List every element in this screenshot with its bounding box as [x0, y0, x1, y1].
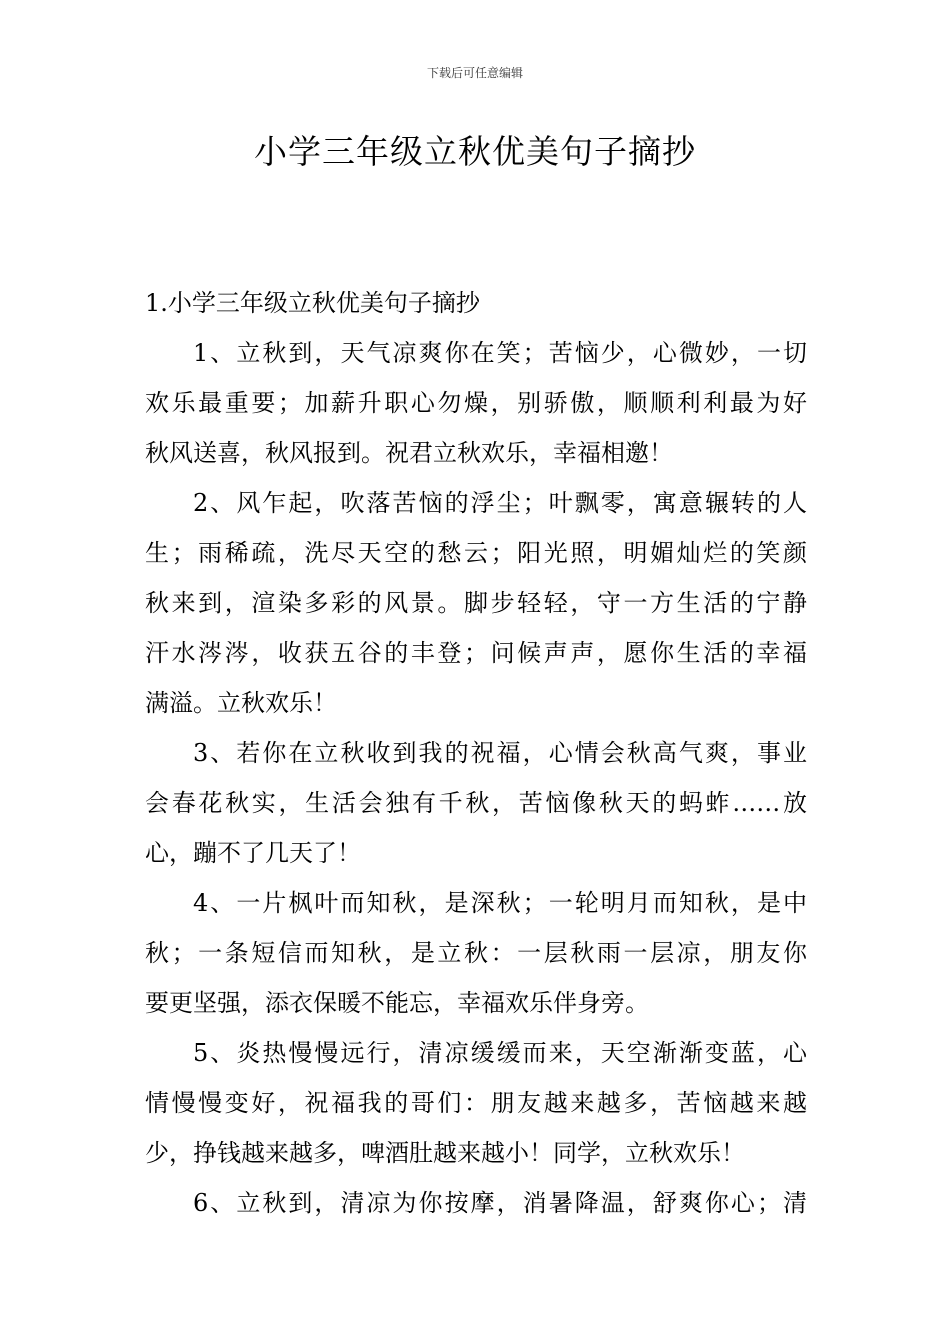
paragraph-line: 要更坚强，添衣保暖不能忘，幸福欢乐伴身旁。 [145, 989, 649, 1017]
paragraph-line: 6、立秋到，清凉为你按摩，消暑降温，舒爽你心；清 [193, 1189, 807, 1217]
paragraph-line: 秋；一条短信而知秋，是立秋：一层秋雨一层凉，朋友你 [145, 939, 807, 967]
paragraph-line: 欢乐最重要；加薪升职心勿燥，别骄傲，顺顺利利最为好 [145, 389, 807, 417]
paragraph-line: 5、炎热慢慢远行，清凉缓缓而来，天空渐渐变蓝，心 [193, 1039, 807, 1067]
paragraph-line: 汗水涔涔，收获五谷的丰登；问候声声，愿你生活的幸福 [145, 639, 807, 667]
header-note: 下载后可任意编辑 [426, 66, 523, 80]
paragraph-line: 会春花秋实，生活会独有千秋，苦恼像秋天的蚂蚱……放 [145, 789, 807, 817]
paragraph-line: 生；雨稀疏，洗尽天空的愁云；阳光照，明媚灿烂的笑颜 [145, 539, 807, 567]
paragraph-line: 1、立秋到，天气凉爽你在笑；苦恼少，心微妙，一切 [193, 339, 807, 367]
paragraph-line: 2、风乍起，吹落苦恼的浮尘；叶飘零，寓意辗转的人 [193, 489, 807, 517]
paragraph-line: 秋风送喜，秋风报到。祝君立秋欢乐，幸福相邀！ [145, 439, 673, 467]
paragraph-line: 4、一片枫叶而知秋，是深秋；一轮明月而知秋，是中 [193, 889, 807, 917]
paragraph-line: 秋来到，渲染多彩的风景。脚步轻轻，守一方生活的宁静 [145, 589, 807, 617]
paragraph-line: 心，蹦不了几天了！ [145, 839, 361, 867]
document-body [145, 278, 807, 1228]
paragraph-line: 情慢慢变好，祝福我的哥们：朋友越来越多，苦恼越来越 [145, 1089, 807, 1117]
paragraph-line: 满溢。立秋欢乐！ [145, 689, 337, 717]
paragraph-line: 少，挣钱越来越多，啤酒肚越来越小！同学，立秋欢乐！ [145, 1139, 745, 1167]
paragraph-line: 3、若你在立秋收到我的祝福，心情会秋高气爽，事业 [193, 739, 807, 767]
page-title: 小学三年级立秋优美句子摘抄 [254, 132, 696, 171]
section-heading: 1.小学三年级立秋优美句子摘抄 [145, 289, 480, 317]
